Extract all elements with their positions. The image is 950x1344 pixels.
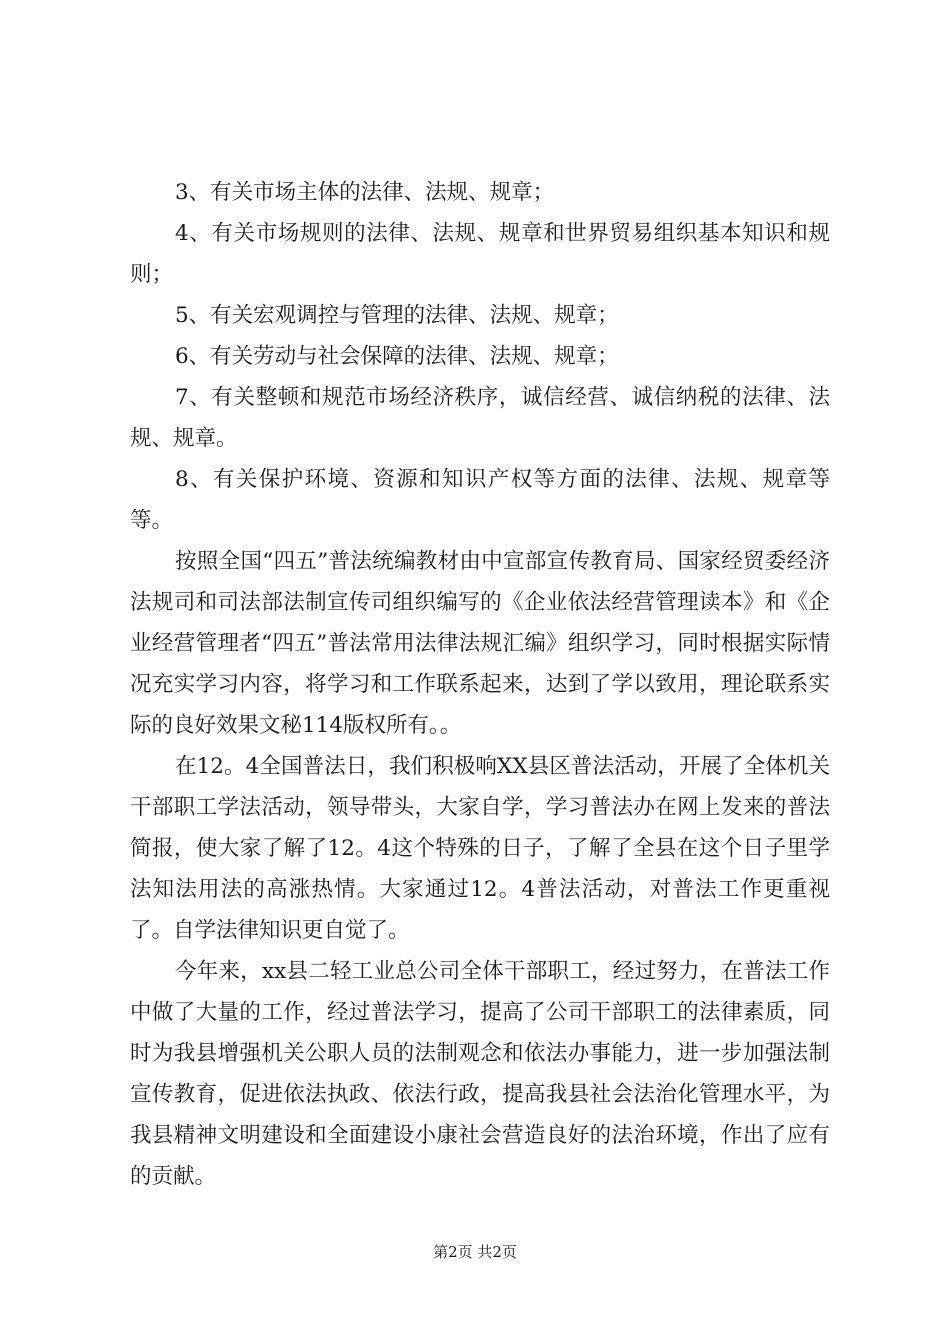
- paragraph-study-materials: 按照全国“四五”普法统编教材由中宣部宣传教育局、国家经贸委经济法规司和司法部法制宣传司组织编写的《企业依法经营管理读本》和《企业经营管理者“四五”普法常用法律法规汇编》组织学习，同时根据实际情况充实学习内容，将学习和工作联系起来，达到了学以致用，理论联系实际的良好效果文秘114版权所有。。: [130, 549, 830, 738]
- page-footer: [0, 1242, 950, 1262]
- paragraph-item-4: 4、有关市场规则的法律、法规、规章和世界贸易组织基本知识和规则；: [130, 221, 830, 287]
- document-body: [130, 172, 830, 1197]
- paragraph-item-3: 3、有关市场主体的法律、法规、规章；: [175, 180, 555, 205]
- paragraph-item-6: 6、有关劳动与社会保障的法律、法规、规章；: [175, 344, 619, 369]
- paragraph-item-7: 7、有关整顿和规范市场经济秩序，诚信经营、诚信纳税的法律、法规、规章。: [130, 385, 830, 451]
- paragraph-item-8: 8、有关保护环境、资源和知识产权等方面的法律、法规、规章等等。: [130, 467, 830, 533]
- paragraph-summary: 今年来，xx县二轻工业总公司全体干部职工，经过努力，在普法工作中做了大量的工作，经过普法学习，提高了公司干部职工的法律素质，同时为我县增强机关公职人员的法制观念和依法办事能力，进一步加强法制宣传教育，促进依法执政、依法行政，提高我县社会法治化管理水平，为我县精神文明建设和全面建设小康社会营造良好的法治环境，作出了应有的贡献。: [130, 959, 830, 1189]
- page-number: 第2页 共2页: [433, 1243, 517, 1261]
- paragraph-law-day: 在12。4全国普法日，我们积极响XX县区普法活动，开展了全体机关干部职工学法活动，领导带头，大家自学，学习普法办在网上发来的普法简报，使大家了解了12。4这个特殊的日子，了解了全县在这个日子里学法知法用法的高涨热情。大家通过12。4普法活动，对普法工作更重视了。自学法律知识更自觉了。: [130, 754, 830, 943]
- paragraph-item-5: 5、有关宏观调控与管理的法律、法规、规章；: [175, 303, 619, 328]
